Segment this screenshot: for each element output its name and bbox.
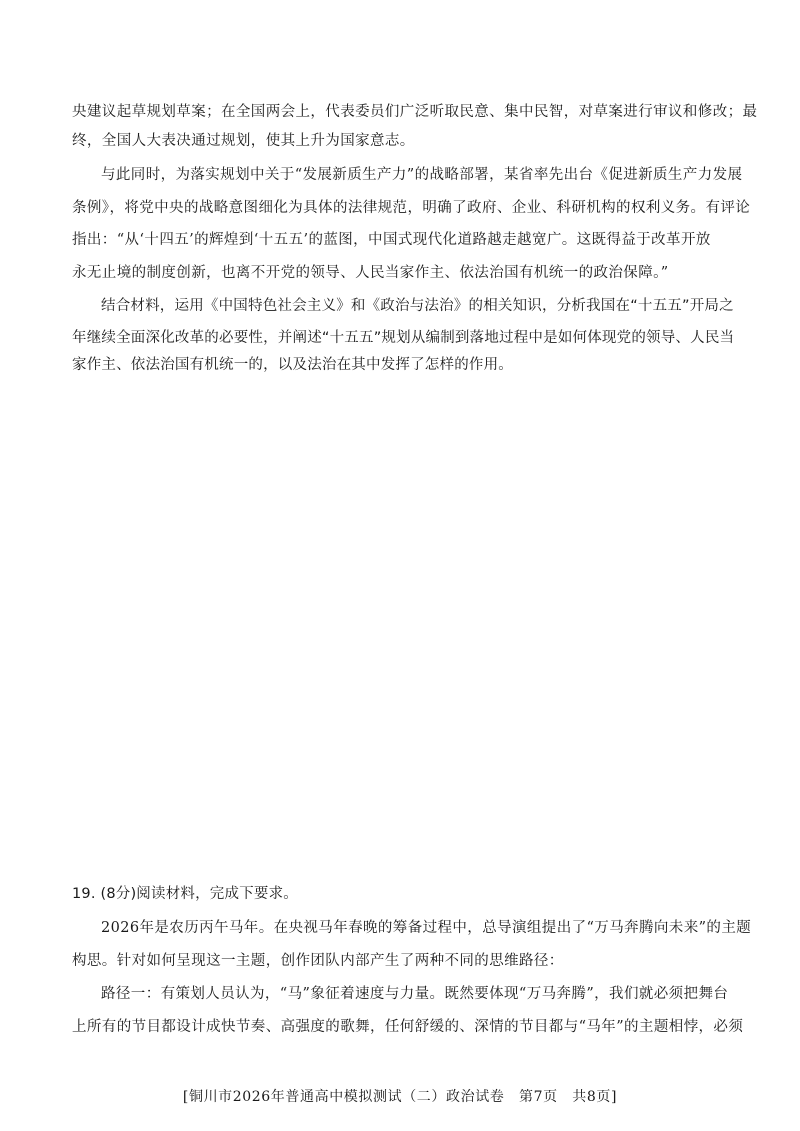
question-19-heading: 19. (8分)阅读材料，完成下要求。 [72,886,299,902]
page-footer: [铜川市2026年普通高中模拟测试（二）政治试卷 第7页 共8页] [182,1089,618,1105]
paragraph-line: 2026年是农历丙午马年。在央视马年春晚的筹备过程中，总导演组提出了“万马奔腾向未来”的主题 [101,920,752,936]
question-prompt-line: 年继续全面深化改革的必要性，并阐述“十五五”规划从编制到落地过程中是如何体现党的领导、人民当 [72,330,735,346]
paragraph-line: 条例》，将党中央的战略意图细化为具体的法律规范，明确了政府、企业、科研机构的权利义务。有评论 [72,200,751,216]
paragraph-line: 永无止境的制度创新，也离不开党的领导、人民当家作主、依法治国有机统一的政治保障。” [72,265,669,281]
question-prompt-line: 结合材料，运用《中国特色社会主义》和《政治与法治》的相关知识，分析我国在“十五五”开局之 [101,298,734,314]
paragraph-line: 上所有的节目都设计成快节奏、高强度的歌舞，任何舒缓的、深情的节目都与“马年”的主题相悖，必须 [72,1019,744,1035]
paragraph-line: 与此同时，为落实规划中关于“发展新质生产力”的战略部署，某省率先出台《促进新质生产力发展 [101,167,743,183]
question-prompt-line: 家作主、依法治国有机统一的，以及法治在其中发挥了怎样的作用。 [72,357,513,373]
paragraph-line: 终，全国人大表决通过规划，使其上升为国家意志。 [72,133,415,149]
paragraph-line: 指出：“从‘十四五’的辉煌到‘十五五’的蓝图，中国式现代化道路越走越宽广。这既得益于改革开放 [72,232,711,248]
paragraph-line: 路径一：有策划人员认为，“马”象征着速度与力量。既然要体现“万马奔腾”，我们就必须把舞台 [101,986,729,1002]
paragraph-line: 央建议起草规划草案；在全国两会上，代表委员们广泛听取民意、集中民智，对草案进行审议和修改；最 [72,104,758,120]
paragraph-line: 构思。针对如何呈现这一主题，创作团队内部产生了两种不同的思维路径： [72,953,564,969]
